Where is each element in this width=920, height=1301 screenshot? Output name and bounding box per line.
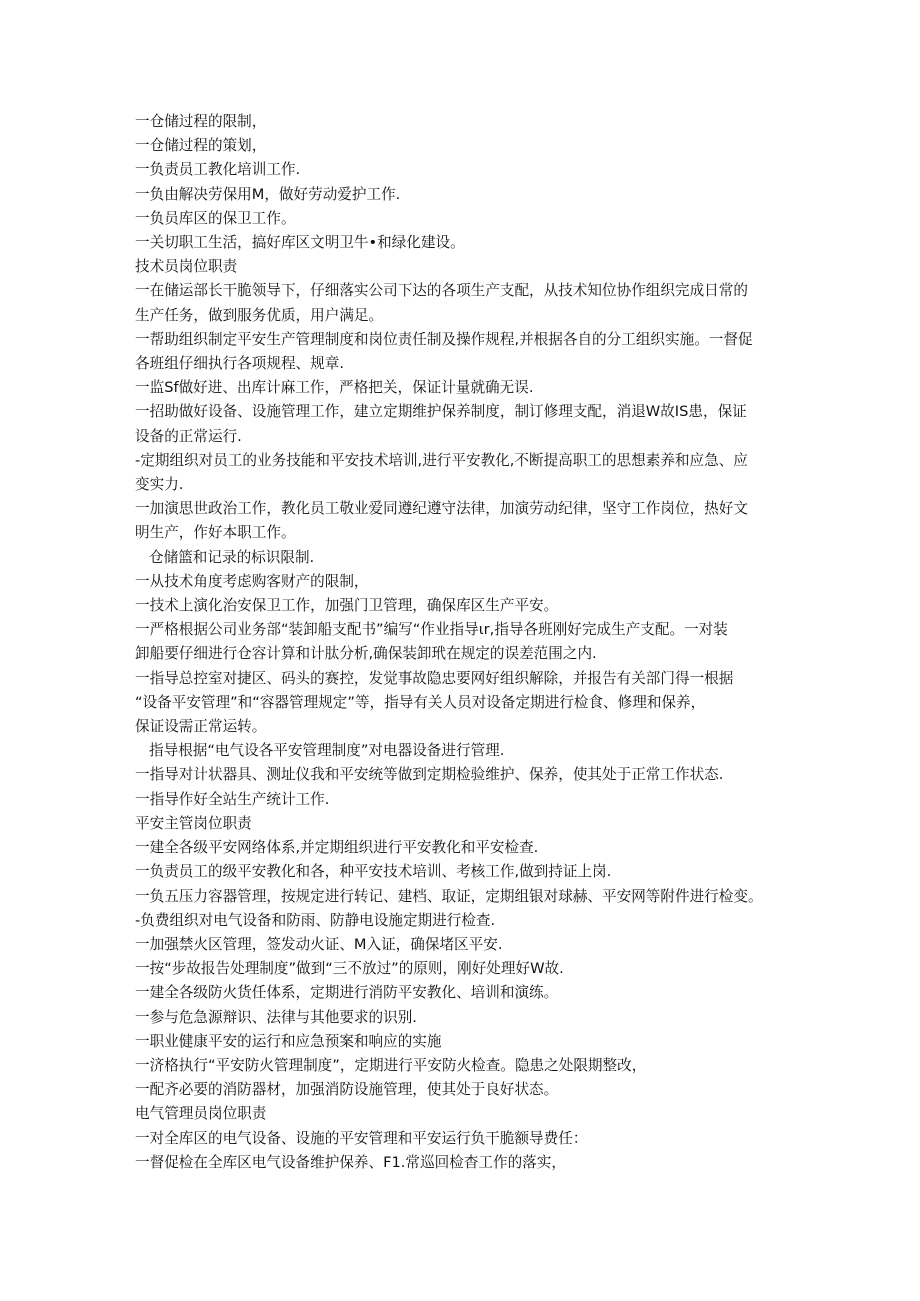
text-line: 一参与危急源辩识、法律与其他要求的识别.: [135, 1008, 417, 1026]
text-line: 一负责员工的级平安教化和各，种平安技术培训、考核工作,做到持证上岗.: [135, 863, 612, 881]
text-line: 一指导总控室对捷区、码头的赛控，发觉事故隐忠要网好组织解除，并报告有关部门得一根据: [135, 669, 734, 687]
text-line: 明生产，作好本职工作。: [135, 524, 296, 542]
text-line: 一从技术角度考虑购客财产的限制，: [135, 572, 369, 590]
section-heading: 电气管理员岗位职责: [135, 1105, 267, 1123]
text-line: 变实力.: [135, 476, 184, 494]
text-line: 一建全各级防火货任体系，定期进行消防平安教化、培训和演练。: [135, 984, 559, 1002]
text-line: 一负五压力容器管理，按规定进行转记、建档、取证，定期组银对球赫、平安网等附件进行检变。: [135, 887, 763, 905]
text-line: 一负由解决劳保用M，做好劳动爱护工作.: [135, 185, 401, 203]
text-line: 一技术上演化治安保卫工作，加强门卫管理，确保库区生产平安。: [135, 597, 559, 615]
text-line: 一配齐必要的消防器材，加强消防设施管理，使其处于良好状态。: [135, 1081, 559, 1099]
text-line: 保证设需正常运转。: [135, 718, 267, 736]
text-line: “设备平安管理”和“容器管理规定”等，指导有关人员对设备定期进行检食、修理和保养，: [135, 693, 706, 711]
text-line: 设备的正常运行.: [135, 427, 242, 445]
text-line: 一关切职工生活，搞好库区文明卫牛•和绿化建设。: [135, 234, 465, 252]
text-line: 一加强禁火区管理，签发动火证、M入证，确保堵区平安.: [135, 935, 503, 953]
text-line: 一严格根据公司业务部“装卸船支配书”编写“作业指导ιr,指导各班刚好完成生产支配。一对装: [135, 621, 728, 639]
text-line: 一对全库区的电气设备、设施的平安管理和平安运行负干脆额导费任：: [135, 1129, 588, 1147]
text-line: 一职业健康平安的运行和应急预案和响应的实施: [135, 1032, 442, 1050]
text-line: 一指导作好全站生产统计工作.: [135, 790, 330, 808]
text-line: -负费组织对电气设备和防雨、防静电设施定期进行检查.: [135, 911, 496, 929]
text-line: -定期组织对员工的业务技能和平安技术培训,进行平安教化,不断提高职工的思想素养和应急、应: [135, 451, 748, 469]
text-line: 一帮助组织制定平安生产管理制度和岗位责任制及操作规程,并根据各自的分工组织实施。一督促: [135, 330, 753, 348]
text-line: 一负员库区的保卫工作。: [135, 209, 296, 227]
text-line: 一督促检在全库区电气设备维护保养、F1.常巡回检杳工作的落实，: [135, 1153, 566, 1171]
text-line: 一负责员工教化培训工作.: [135, 161, 301, 179]
text-line: 指导根据“电气设各平安管理制度”对电器设备进行管理.: [149, 742, 505, 760]
text-line: 一招助做好设备、设施管理工作，建立定期维护保养制度，制订修理支配，消退W故IS患，保证: [135, 403, 747, 421]
text-line: 一加演思世政治工作，教化员工敬业爱同遵纪遵守法律，加演劳动纪律，坚守工作岗位，热好文: [135, 500, 748, 518]
text-line: 一仓储过程的限制，: [135, 113, 267, 130]
text-line: 一仓储过程的策划，: [135, 137, 267, 155]
text-line: 各班组仔细执行各项规程、规章.: [135, 355, 344, 373]
text-line: 一按“步故报告处理制度”做到“三不放过”的原则，刚好处理好W故.: [135, 960, 564, 978]
text-line: 生产任务，做到服务优质，用户满足。: [135, 306, 384, 324]
text-line: 一指导对计状器具、测址仪我和平安统等做到定期检验维护、保养，使其处于正常工作状态.: [135, 766, 724, 784]
text-line: 一在储运部长干脆领导下，仔细落实公司下达的各项生产支配，从技术知位协作组织完成日常的: [135, 282, 748, 300]
text-line: 一监Sf做好进、出库计麻工作，严格把关，保证计量就确无误.: [135, 379, 534, 397]
document-body: [135, 110, 795, 1175]
section-heading: 平安主管岗位职责: [135, 814, 252, 832]
text-line: 仓储篮和记录的标识限制.: [149, 548, 315, 566]
text-line: 一济格执行“平安防火管理制度”，定期进行平安防火检查。隐患之处限期整改，: [135, 1056, 647, 1074]
text-line: 卸船要仔细进行仓容计算和计肽分析,确保装卸玳在规定的误差范围之内.: [135, 645, 597, 663]
text-line: 一建全各级平安网络体系,并定期组织进行平安教化和平安检查.: [135, 839, 539, 857]
section-heading: 技术员岗位职责: [135, 258, 238, 276]
